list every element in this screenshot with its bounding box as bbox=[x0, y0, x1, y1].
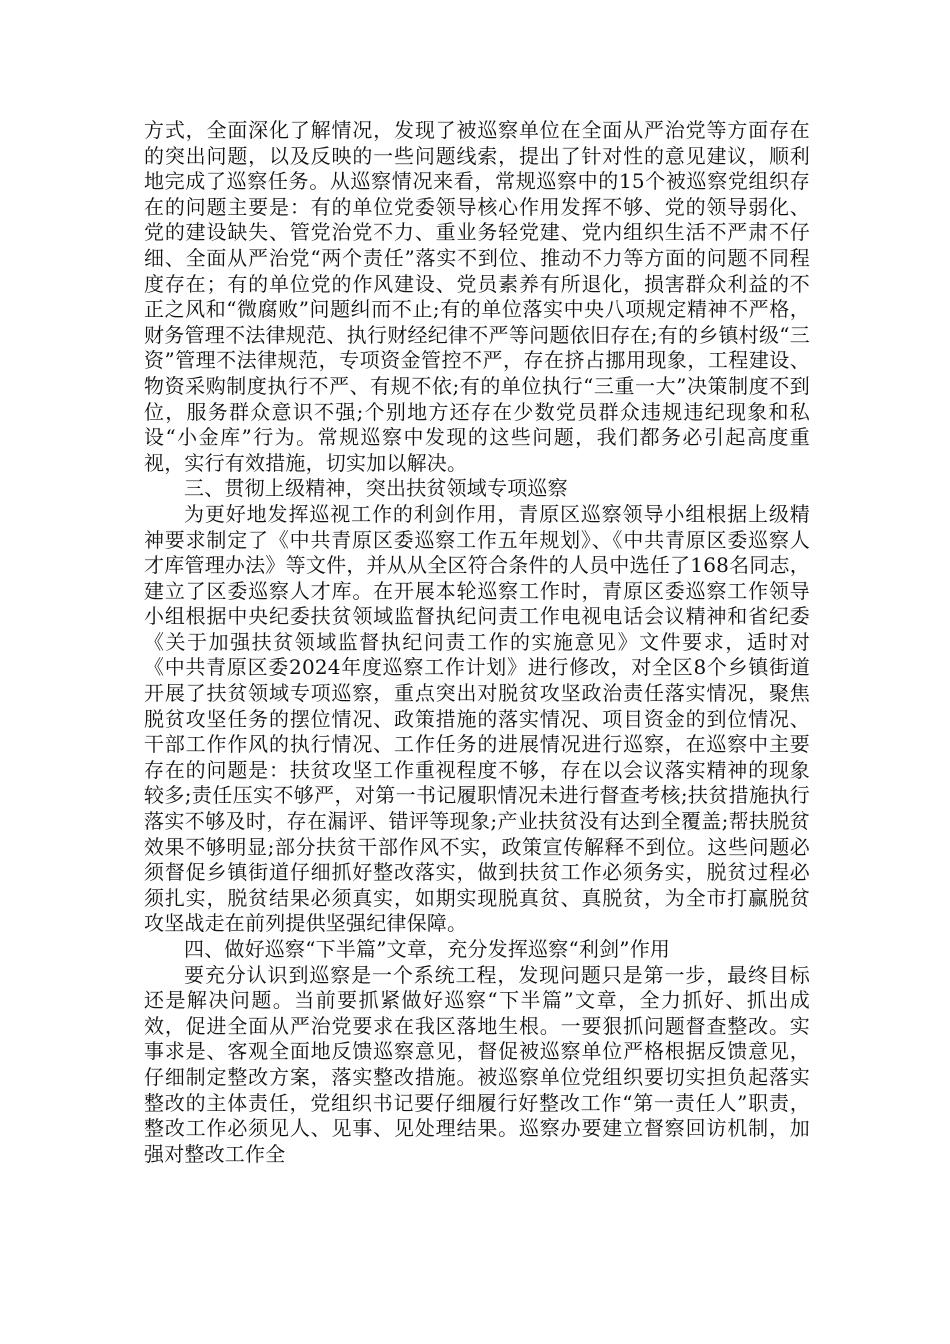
section-heading-4: 四、做好巡察“下半篇”文章，充分发挥巡察“利剑”作用 bbox=[184, 937, 671, 961]
body-paragraph-continued: 方式，全面深化了解情况，发现了被巡察单位在全面从严治党等方面存在的突出问题，以及反映的一些问题线索，提出了针对性的意见建议，顺利地完成了巡察任务。从巡察情况来看，常规巡察中的15个被巡察党组织存在的问题主要是：有的单位党委领导核心作用发挥不够、党的领导弱化、党的建设缺失、管党治党不力、重业务轻党建、党内组织生活不严肃不仔细、全面从严治党“两个责任”落实不到位、推动不力等方面的问题不同程度存在；有的单位党的作风建设、党员素养有所退化，损害群众利益的不正之风和“微腐败”问题纠而不止;有的单位落实中央八项规定精神不严格，财务管理不法律规范、执行财经纪律不严等问题依旧存在;有的乡镇村级“三资”管理不法律规范，专项资金管控不严，存在挤占挪用现象，工程建设、物资采购制度执行不严、有规不依;有的单位执行“三重一大”决策制度不到位，服务群众意识不强;个别地方还存在少数党员群众违规违纪现象和私设“小金库”行为。常规巡察中发现的这些问题，我们都务必引起高度重视，实行有效措施，切实加以解决。 bbox=[144, 118, 810, 475]
document-body bbox=[144, 118, 810, 1167]
body-paragraph-section-4: 要充分认识到巡察是一个系统工程，发现问题只是第一步，最终目标还是解决问题。当前要抓紧做好巡察“下半篇”文章，全力抓好、抓出成效，促进全面从严治党要求在我区落地生根。一要狠抓问题督查整改。实事求是、客观全面地反馈巡察意见，督促被巡察单位严格根据反馈意见，仔细制定整改方案，落实整改措施。被巡察单位党组织要切实担负起落实整改的主体责任，党组织书记要仔细履行好整改工作“第一责任人”职责，整改工作必须见人、见事、见处理结果。巡察办要建立督察回访机制，加强对整改工作全 bbox=[144, 962, 810, 1166]
body-paragraph-section-3: 为更好地发挥巡视工作的利剑作用，青原区巡察领导小组根据上级精神要求制定了《中共青原区委巡察工作五年规划》、《中共青原区委巡察人才库管理办法》等文件，并从从全区符合条件的人员中选任了168名同志，建立了区委巡察人才库。在开展本轮巡察工作时，青原区委巡察工作领导小组根据中央纪委扶贫领域监督执纪问责工作电视电话会议精神和省纪委《关于加强扶贫领域监督执纪问责工作的实施意见》文件要求，适时对《中共青原区委2024年度巡察工作计划》进行修改，对全区8个乡镇街道开展了扶贫领域专项巡察，重点突出对脱贫攻坚政治责任落实情况，聚焦脱贫攻坚任务的摆位情况、政策措施的落实情况、项目资金的到位情况、干部工作作风的执行情况、工作任务的进展情况进行巡察，在巡察中主要存在的问题是：扶贫攻坚工作重视程度不够，存在以会议落实精神的现象较多;责任压实不够严，对第一书记履职情况未进行督查考核;扶贫措施执行落实不够及时，存在漏评、错评等现象;产业扶贫没有达到全覆盖;帮扶脱贫效果不够明显;部分扶贫干部作风不实，政策宣传解释不到位。这些问题必须督促乡镇街道仔细抓好整改落实，做到扶贫工作必须务实，脱贫过程必须扎实，脱贫结果必须真实，如期实现脱真贫、真脱贫，为全市打赢脱贫攻坚战走在前列提供坚强纪律保障。 bbox=[144, 501, 810, 936]
section-heading-3: 三、贯彻上级精神，突出扶贫领域专项巡察 bbox=[184, 476, 568, 501]
